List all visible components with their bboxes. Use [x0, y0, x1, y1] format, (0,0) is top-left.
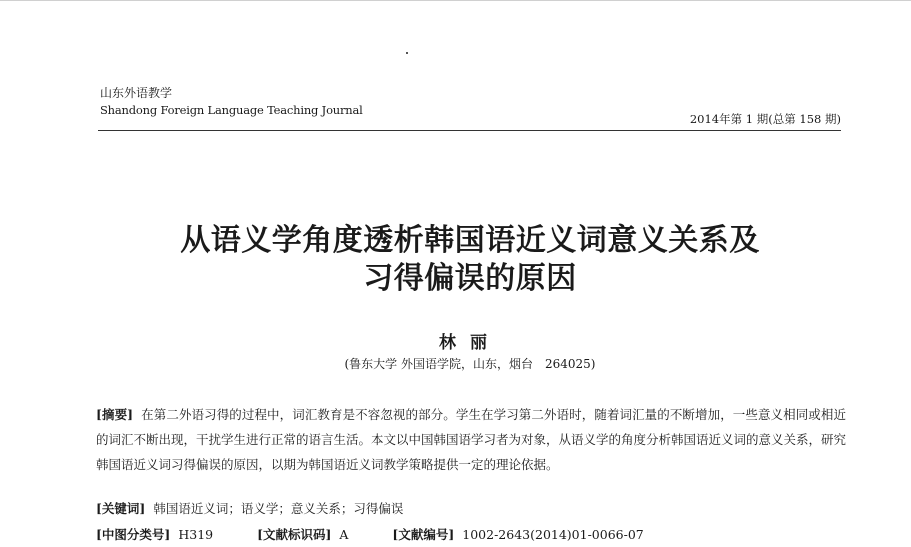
title-line-2: 习得偏误的原因: [363, 261, 577, 296]
scan-speck: [406, 52, 408, 54]
top-edge-line: [0, 0, 911, 1]
keywords: [96, 499, 403, 517]
journal-name-cn: 山东外语教学: [100, 86, 173, 100]
doc-code-label: [文献标识码]: [257, 527, 332, 542]
issue-number: 2014年第 1 期(总第 158 期): [689, 112, 841, 126]
title-line-1: 从语义学角度透析韩国语近义词意义关系及: [180, 223, 760, 258]
classification-line: [96, 525, 644, 543]
clc-value: H319: [178, 527, 214, 542]
journal-name-en: Shandong Foreign Language Teaching Journal: [100, 103, 363, 117]
abstract-label: [摘要]: [96, 407, 134, 422]
abstract: [96, 402, 846, 477]
article-id-label: [文献编号]: [392, 527, 455, 542]
author-affiliation: (鲁东大学 外国语学院，山东，烟台 264025): [344, 357, 596, 371]
clc-label: [中图分类号]: [96, 527, 171, 542]
keywords-text: 韩国语近义词；语义学；意义关系；习得偏误: [153, 501, 404, 516]
header-rule: [98, 130, 841, 131]
doc-code-value: A: [339, 527, 349, 542]
article-id-value: 1002-2643(2014)01-0066-07: [462, 527, 644, 542]
abstract-text: 在第二外语习得的过程中，词汇教育是不容忽视的部分。学生在学习第二外语时，随着词汇量的不断增加，一些意义相同或相近的词汇不断出现，干扰学生进行正常的语言生活。本文以中国韩国语学习者为对象，从语义学的角度分析韩国语近义词的意义关系，研究韩国语近义词习得偏误的原因，以期为韩国语近义词教学策略提供一定的理论依据。: [96, 407, 847, 472]
author-name: 林丽: [439, 333, 501, 353]
keywords-label: [关键词]: [96, 501, 146, 516]
article-title: [100, 222, 840, 298]
